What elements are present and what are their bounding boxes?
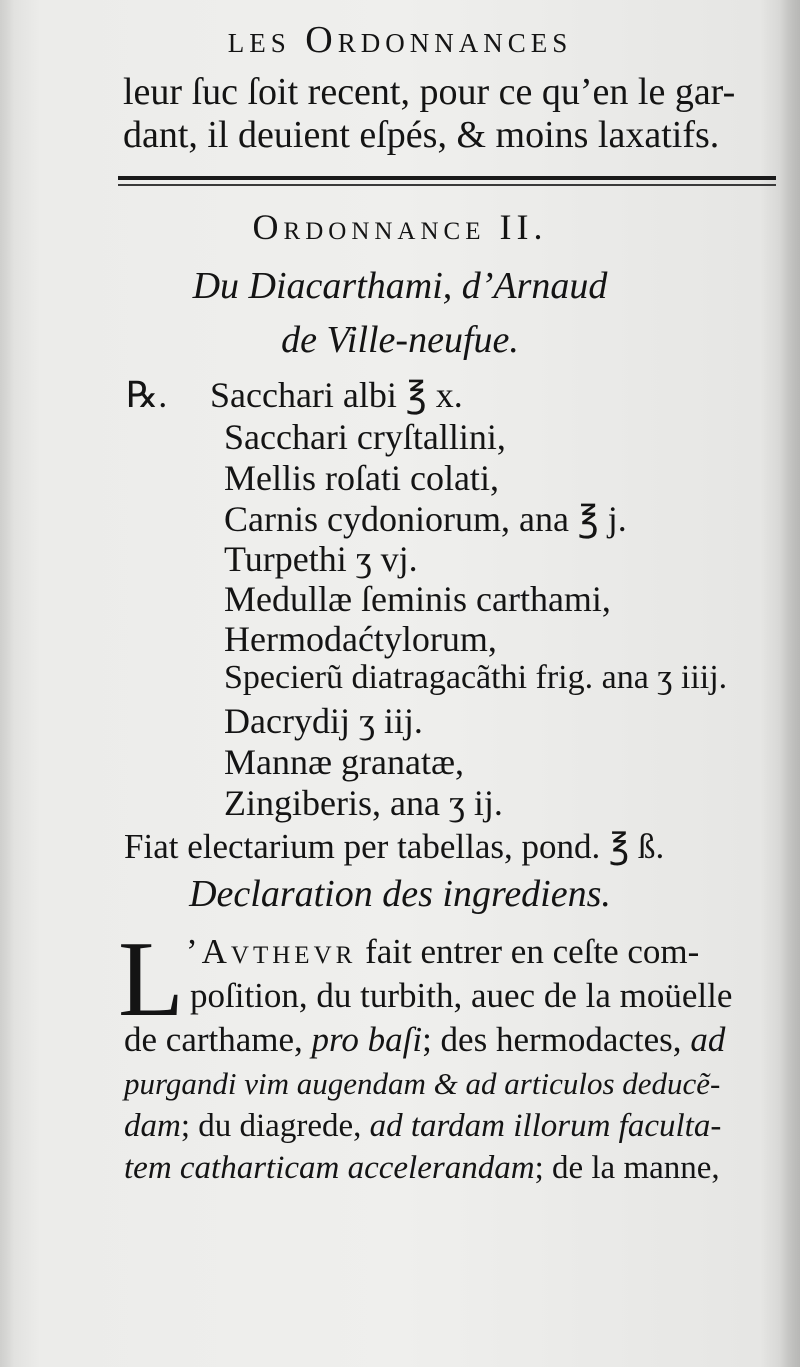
declaration-line-6	[124, 1150, 720, 1187]
recipe-item-6: Medullæ ſeminis carthami,	[224, 579, 611, 619]
declaration-line-3-italic: pro baſi	[311, 1020, 423, 1059]
declaration-line-4: purgandi vim augendam & ad articulos deducẽ-	[124, 1066, 721, 1101]
declaration-line-5-a: ; du diagrede,	[180, 1108, 370, 1144]
recipe-item-4: Carnis cydoniorum, ana ℥ j.	[224, 499, 627, 539]
recipe-item-7: Hermodaćtylorum,	[224, 619, 497, 659]
recipe-item-10: Mannæ granatæ,	[224, 742, 464, 782]
ordonnance-subtitle-2: de Ville-neufue.	[281, 319, 519, 361]
author-small-caps: ’Avthevr	[186, 932, 357, 971]
recipe-item-8: Specierũ diatragacãthi frig. ana ʒ iiij.	[224, 659, 728, 696]
recipe-fiat: Fiat electarium per tabellas, pond. ℥ ß.	[124, 827, 665, 866]
recipe-item-3: Mellis roſati colati,	[224, 458, 499, 498]
declaration-line-2: poſition, du turbith, auec de la moüelle	[190, 976, 733, 1015]
drop-cap-letter: L	[118, 920, 184, 1039]
recipe-item-2: Sacchari cryſtallini,	[224, 417, 506, 457]
declaration-line-3-b: ; des hermodactes,	[422, 1020, 691, 1059]
ordonnance-subtitle-1: Du Diacarthami, d’Arnaud	[192, 265, 608, 307]
text-line-2: dant, il deuient eſpés, & moins laxatifs.	[123, 114, 720, 156]
declaration-line-3	[124, 1020, 725, 1060]
declaration-line-3-a: de carthame,	[124, 1020, 312, 1059]
section-rule-top	[118, 176, 776, 180]
declaration-line-5-italic-2: ad tardam illorum faculta-	[369, 1108, 722, 1144]
declaration-line-3-italic-2: ad	[690, 1020, 726, 1059]
text-line-1: leur ſuc ſoit recent, pour ce qu’en le gar-	[123, 71, 736, 113]
declaration-title: Declaration des ingrediens.	[189, 873, 611, 915]
recipe-item-11: Zingiberis, ana ʒ ij.	[224, 783, 503, 823]
declaration-line-6-a: ; de la manne,	[534, 1150, 720, 1186]
recipe-item-5: Turpethi ʒ vj.	[224, 539, 418, 579]
declaration-line-1-rest: fait entrer en ceſte com-	[356, 932, 700, 971]
recipe-item-9: Dacrydij ʒ iij.	[224, 701, 423, 741]
declaration-line-5-italic: dam	[124, 1108, 181, 1144]
declaration-line-6-italic: tem catharticam accelerandam	[124, 1150, 535, 1186]
recipe-symbol: ℞.	[126, 375, 168, 415]
ordonnance-title: Ordonnance II.	[252, 207, 548, 247]
recipe-item-1: Sacchari albi ℥ x.	[210, 375, 463, 415]
declaration-line-5	[124, 1108, 721, 1145]
declaration-line-1	[186, 932, 699, 972]
section-rule-bottom	[118, 184, 776, 186]
running-head: les Ordonnances	[227, 19, 573, 61]
